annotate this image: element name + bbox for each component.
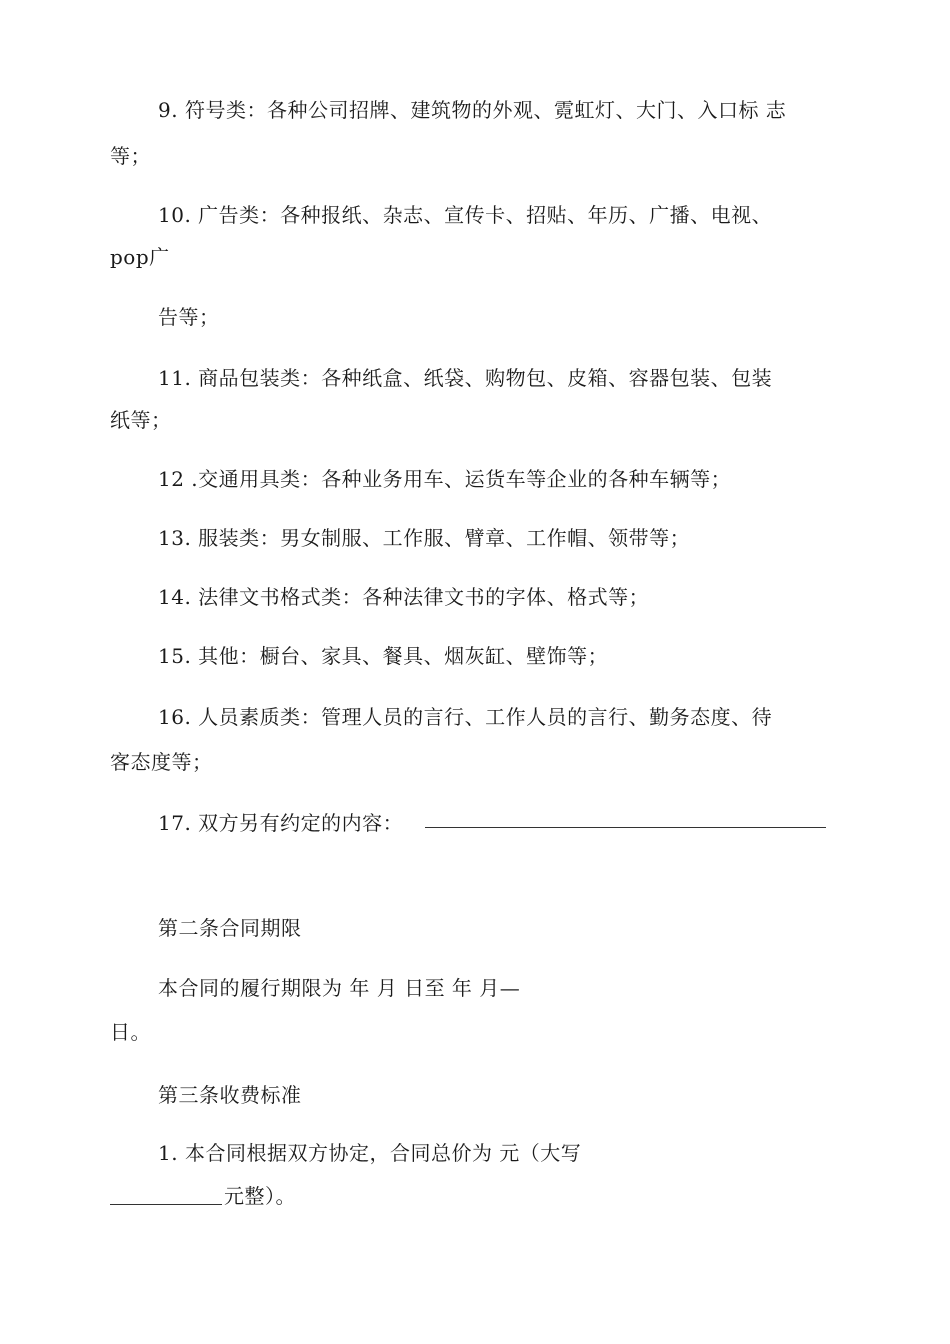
item-16-line-1: 16. 人员素质类：管理人员的言行、工作人员的言行、勤务态度、待 <box>158 705 773 729</box>
item-16-line-2: 客态度等； <box>110 750 213 774</box>
item-11-line-1: 11. 商品包装类：各种纸盒、纸袋、购物包、皮箱、容器包装、包装 <box>158 366 773 390</box>
item-10-line-2: pop广 <box>110 245 170 269</box>
item-17-line-1: 17. 双方另有约定的内容： <box>158 811 404 835</box>
article-2-line-2: 日。 <box>110 1020 151 1044</box>
article-3-line-1: 1. 本合同根据双方协定，合同总价为 元（大写 <box>158 1141 582 1165</box>
item-9-line-2: 等； <box>110 144 151 168</box>
article-3-heading: 第三条收费标准 <box>158 1083 302 1107</box>
item-17-fill-blank <box>425 827 826 828</box>
item-9-line-1: 9. 符号类：各种公司招牌、建筑物的外观、霓虹灯、大门、入口标 志 <box>158 98 787 122</box>
item-11-line-2: 纸等； <box>110 408 172 432</box>
item-14-line-1: 14. 法律文书格式类：各种法律文书的字体、格式等； <box>158 585 650 609</box>
amount-words-blank <box>110 1204 222 1205</box>
article-2-heading: 第二条合同期限 <box>158 916 302 940</box>
item-12-line-1: 12 .交通用具类：各种业务用车、运货车等企业的各种车辆等； <box>158 467 732 491</box>
item-10-line-1: 10. 广告类：各种报纸、杂志、宣传卡、招贴、年历、广播、电视、 <box>158 203 773 227</box>
item-13-line-1: 13. 服装类：男女制服、工作服、臂章、工作帽、领带等； <box>158 526 691 550</box>
article-2-line-1: 本合同的履行期限为 年 月 日至 年 月— <box>158 976 521 1000</box>
item-10-line-3: 告等； <box>158 305 220 329</box>
article-3-line-2: 元整）。 <box>224 1184 296 1208</box>
item-15-line-1: 15. 其他：橱台、家具、餐具、烟灰缸、壁饰等； <box>158 644 609 668</box>
